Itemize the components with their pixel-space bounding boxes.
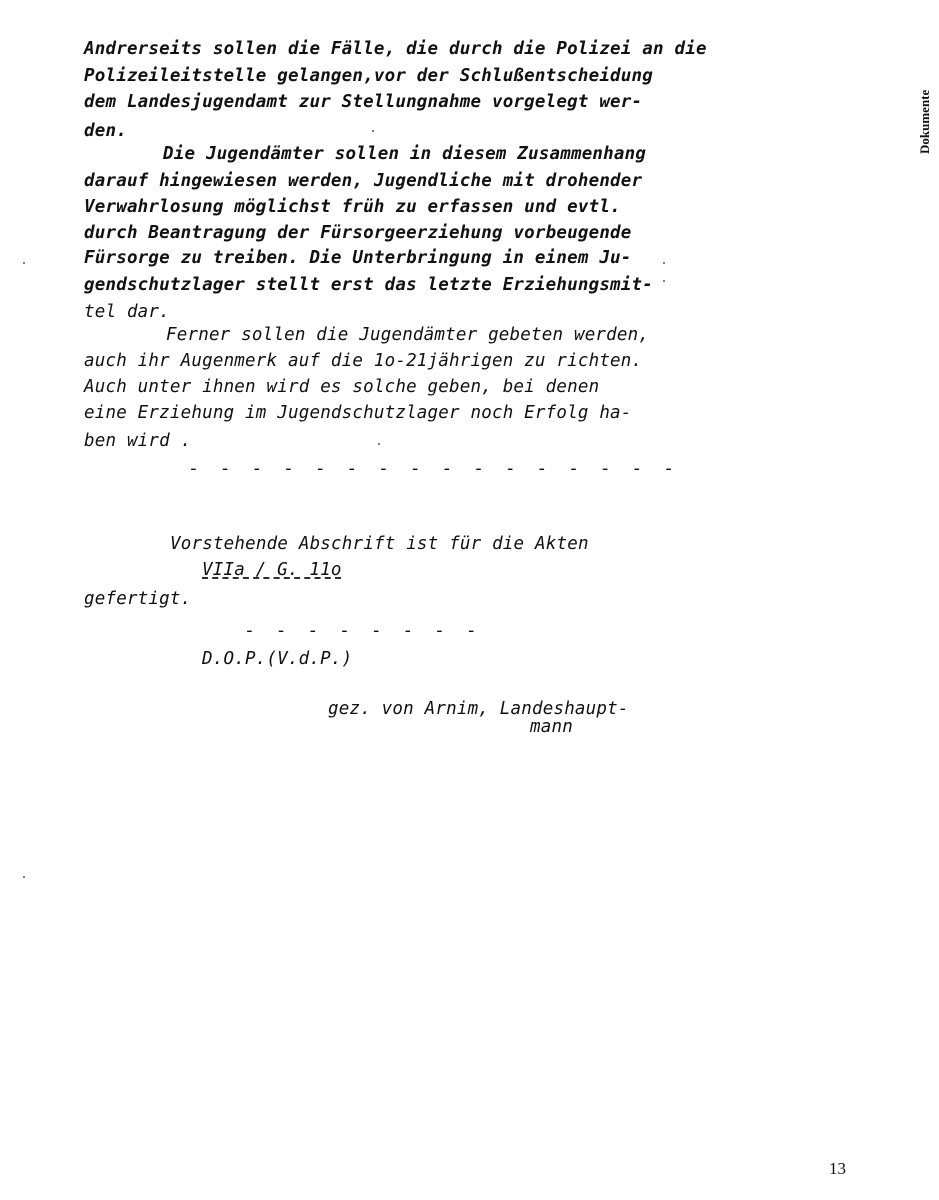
text-line: Ferner sollen die Jugendämter gebeten werden, — [166, 325, 650, 345]
signature-line: gez. von Arnim, Landeshaupt- — [328, 699, 629, 719]
text-line: Andrerseits sollen die Fälle, die durch die Polizei an die — [84, 39, 707, 59]
text-line: darauf hingewiesen werden, Jugendliche mit drohender — [84, 171, 643, 191]
copy-note-line: Vorstehende Abschrift ist für die Akten — [170, 534, 589, 554]
office-code: D.O.P.(V.d.P.) — [202, 649, 353, 669]
separator-line: - - - - - - - - - - - - - - - - — [188, 458, 679, 479]
scan-speck — [663, 262, 665, 264]
text-line: Fürsorge zu treiben. Die Unterbringung in einem Ju- — [84, 248, 632, 268]
text-line: Auch unter ihnen wird es solche geben, bei denen — [84, 377, 600, 397]
text-line: Verwahrlosung möglichst früh zu erfassen und evtl. — [84, 197, 621, 217]
scan-speck — [663, 280, 665, 282]
text-line: den. — [84, 121, 127, 141]
text-line: durch Beantragung der Fürsorgeerziehung vorbeugende — [84, 223, 632, 243]
text-line: ben wird . — [84, 431, 192, 451]
scan-speck — [378, 443, 380, 445]
text-line: auch ihr Augenmerk auf die 1o-21jährigen zu richten. — [84, 351, 643, 371]
signature-line: mann — [530, 717, 573, 737]
text-line: gendschutzlager stellt erst das letzte Erziehungsmit- — [84, 275, 654, 295]
text-line: tel dar. — [84, 302, 170, 322]
scan-speck — [372, 130, 374, 132]
text-line: dem Landesjugendamt zur Stellungnahme vorgelegt wer- — [84, 92, 643, 112]
copy-note-line: gefertigt. — [84, 589, 192, 609]
text-line: eine Erziehung im Jugendschutzlager noch Erfolg ha- — [84, 403, 632, 423]
scan-speck — [23, 262, 25, 264]
text-line: Polizeileitstelle gelangen,vor der Schlußentscheidung — [84, 66, 654, 86]
scan-speck — [23, 876, 25, 878]
side-label: Dokumente — [917, 89, 932, 154]
page-number: 13 — [829, 1159, 846, 1178]
file-reference: VIIa / G. 11o — [202, 560, 342, 580]
separator-line: - - - - - - - - — [244, 620, 482, 641]
text-line: Die Jugendämter sollen in diesem Zusammenhang — [163, 144, 647, 164]
